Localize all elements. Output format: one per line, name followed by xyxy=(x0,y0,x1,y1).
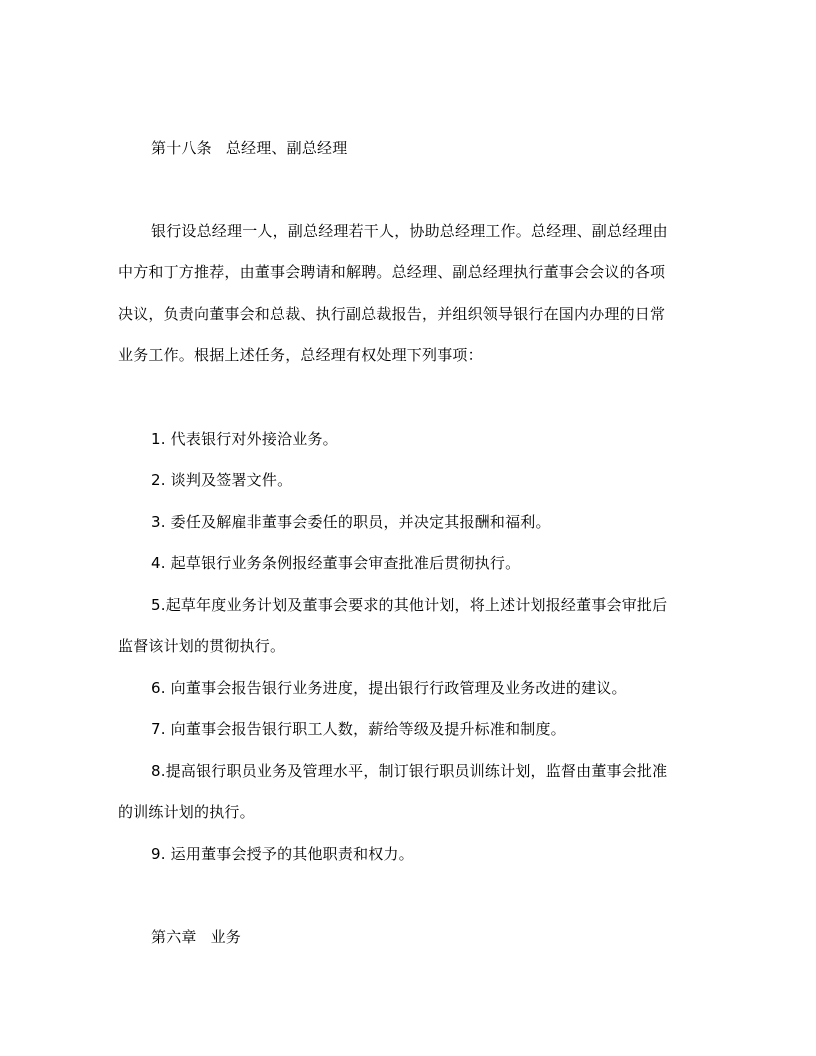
list-item: 4. 起草银行业务条例报经董事会审查批准后贯彻执行。 xyxy=(151,554,521,572)
list-item: 1. 代表银行对外接洽业务。 xyxy=(151,430,338,448)
chapter-number: 第六章 xyxy=(151,928,197,946)
paragraph-line: 业务工作。根据上述任务，总经理有权处理下列事项： xyxy=(118,346,483,364)
list-item: 6. 向董事会报告银行业务进度，提出银行行政管理及业务改进的建议。 xyxy=(151,679,627,697)
list-item-continuation: 监督该计划的贯彻执行。 xyxy=(118,637,286,655)
list-item: 9. 运用董事会授予的其他职责和权力。 xyxy=(151,845,414,863)
article-heading xyxy=(151,139,347,157)
list-item: 8.提高银行职员业务及管理水平，制订银行职员训练计划，监督由董事会批准 xyxy=(151,762,668,780)
paragraph-line: 中方和丁方推荐，由董事会聘请和解聘。总经理、副总经理执行董事会会议的各项 xyxy=(118,263,666,281)
list-item: 3. 委任及解雇非董事会委任的职员，并决定其报酬和福利。 xyxy=(151,513,551,531)
list-item: 2. 谈判及签署文件。 xyxy=(151,471,293,489)
paragraph-line: 决议，负责向董事会和总裁、执行副总裁报告，并组织领导银行在国内办理的日常 xyxy=(118,305,666,323)
list-item: 5.起草年度业务计划及董事会要求的其他计划，将上述计划报经董事会审批后 xyxy=(151,596,668,614)
chapter-heading xyxy=(151,928,241,946)
chapter-title: 业务 xyxy=(210,928,242,946)
article-title: 总经理、副总经理 xyxy=(225,139,348,157)
list-item: 7. 向董事会报告银行职工人数，薪给等级及提升标准和制度。 xyxy=(151,720,566,738)
paragraph-line: 银行设总经理一人，副总经理若干人，协助总经理工作。总经理、副总经理由 xyxy=(151,222,668,240)
article-number: 第十八条 xyxy=(151,139,212,157)
list-item-continuation: 的训练计划的执行。 xyxy=(118,803,255,821)
